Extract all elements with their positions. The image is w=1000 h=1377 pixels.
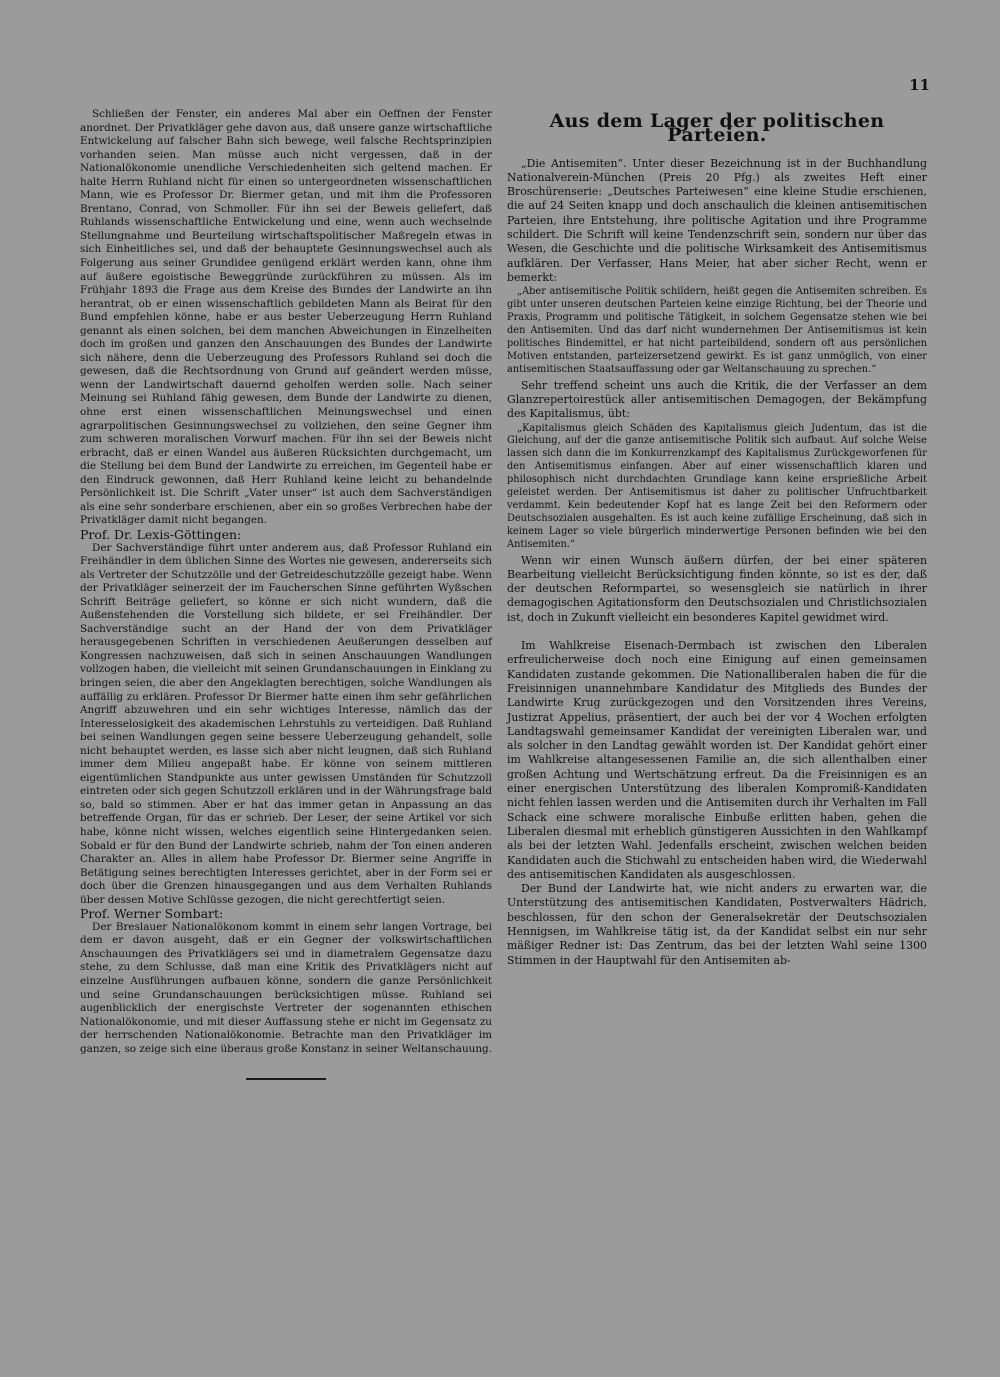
right-paragraph-3: Wenn wir einen Wunsch äußern dürfen, der bei einer späteren Bearbeitung vielleicht Berücksichtigung finden könnte, so ist es der, daß der deutschen Reformpartei, so wesensgleich sie natürlich in ihrer demagogischen Agitationsform den Deutschsozialen und Christlichsozialen ist, doch in Zukunft vielleicht ein besonderes Kapitel gewidmet wird.	[507, 553, 927, 624]
right-paragraph-1: „Die Antisemiten“. Unter dieser Bezeichnung ist in der Buchhandlung Nationalverein-München (Preis 20 Pfg.) als zweites Heft einer Broschürenserie: „Deutsches Parteiwesen“ eine kleine Studie erschienen, die auf 24 Seiten knapp und doch anschaulich die kleinen antisemitischen Parteien, ihre Entstehung, ihre politische Agitation und ihre Programme schildert. Die Schrift will keine Tendenzschrift sein, sondern nur über das Wesen, die Geschichte und die politische Wirksamkeit des Antisemitismus aufklären. Der Verfasser, Hans Meier, hat aber sicher Recht, wenn er bemerkt:	[507, 156, 927, 284]
right-paragraph-4: Im Wahlkreise Eisenach-Dermbach ist zwischen den Liberalen erfreulicherweise doch noch eine Einigung auf einen gemeinsamen Kandidaten zustande gekommen. Die Nationalliberalen haben die für die Freisinnigen unannehmbare Kandidatur des Mitglieds des Bundes der Landwirte Krug zurückgezogen und den Vorsitzenden ihres Vereins, Justizrat Appelius, präsentiert, der auch bei der vor 4 Wochen erfolgten Landtagswahl gemeinsamer Kandidat der vereinigten Liberalen war, und als solcher in den Landtag gewählt worden ist. Der Kandidat gehört einer im Wahlkreise altangesessenen Familie an, die sich allenthalben einer großen Achtung und Wertschätzung erfreut. Da die Freisinnigen es an einer energischen Unterstützung des liberalen Kompromiß-Kandidaten nicht fehlen lassen werden und die Antisemiten durch ihr Verhalten im Fall Schack eine schwere moralische Einbuße erlitten haben, gehen die Liberalen diesmal mit erheblich günstigeren Aussichten in den Wahlkampf als bei der letzten Wahl. Jedenfalls erscheint, zwischen welchen beiden Kandidaten auch die Stichwahl zu entscheiden haben wird, die Wiederwahl des antisemitischen Kandidaten als ausgeschlossen.	[507, 639, 927, 881]
left-paragraph-3: Der Breslauer Nationalökonom kommt in einem sehr langen Vortrage, bei dem er davon ausgeht, daß er ein Gegner der volkswirtschaftlichen Anschauungen des Privatklägers sei und in diametralem Gegensatze dazu stehe, zu dem Schlusse, daß man eine Kritik des Privatklägers nicht auf einzelne Ausführungen aufbauen könne, sondern die ganze Persönlichkeit und seine Grundanschauungen berücksichtigen müsse. Ruhland sei augenblicklich der energischste Vertreter der sogenannten ethischen Nationalökonomie, und mit dieser Auffassung stehe er nicht im Gegensatz zu der herrschenden Nationalökonomie. Betrachte man den Privatkläger im ganzen, so zeige sich eine überaus große Konstanz in seiner Weltanschauung.	[80, 920, 493, 1055]
speaker-sombart: Prof. Werner Sombart:	[80, 906, 224, 922]
quote-1	[507, 286, 927, 376]
section-heading: Aus dem Lager der politischen Parteien.	[549, 110, 885, 147]
left-column	[80, 108, 492, 1080]
section-divider	[246, 1078, 326, 1080]
quote-2-text: „Kapitalismus gleich Schäden des Kapitalismus gleich Judentum, das ist die Gleichung, auf der die ganze antisemitische Politik sich aufbaut. Auf solche Weise lassen sich dann die im Konkurrenzkampf des Kapitalismus Zurückgeworfenen für den Antisemitismus einfangen. Aber auf einer wissenschaftlich klaren und philosophisch nicht durchdachten Grundlage kann keine ersprießliche Arbeit geleistet werden. Der Antisemitismus ist daher zu politischer Unfruchtbarkeit verdammt. Kein bedeutender Kopf hat es lange Zeit bei den Reformern oder Deutschsozialen ausgehalten. Es ist auch keine zufällige Erscheinung, daß sich in keinem Lager so viele bürgerlich minderwertige Personen befinden wie bei den Antisemiten.“	[507, 422, 927, 550]
left-paragraph-2: Der Sachverständige führt unter anderem aus, daß Professor Ruhland ein Freihändler in dem üblichen Sinne des Wortes nie gewesen, andererseits sich als Vertreter der Schutzzölle und der Getreideschutzzölle gezeigt habe. Wenn der Privatkläger seinerzeit der im Faucherschen Sinne geführten Wyßschen Schrift Beiträge geliefert, so könne er sich nicht wundern, daß die Außenstehenden die Vorstellung sich bildete, er sei Freihändler. Der Sachverständige sucht an der Hand der von dem Privatkläger herausgegebenen Schriften in verschiedenen Aeußerungen desselben auf Kongressen nachzuweisen, daß sich in seinen Anschauungen Wandlungen vollzogen haben, die vielleicht mit seinen Grundanschauungen in Einklang zu bringen seien, die aber den Angeklagten berechtigen, solche Wandlungen als auffällig zu erklären. Professor Dr Biermer hatte einen ihm sehr gefährlichen Angriff abzuwehren und ein sehr wichtiges Interesse, nämlich das der Interesselosigkeit des akademischen Lehrstuhls zu verteidigen. Daß Ruhland bei seinen Wandlungen gegen seine bessere Ueberzeugung gehandelt, solle nicht behauptet werden, es lasse sich aber nicht leugnen, daß sich Ruhland immer dem Milieu angepaßt habe. Er könne von seinem mittleren eigentümlichen Standpunkte aus unter gewissen Umständen für Schutzzoll eintreten oder sich gegen Schutzzoll erklären und in der Währungsfrage bald so, bald so stimmen. Aber er hat das immer getan in Anpassung an das betreffende Organ, für das er schrieb. Der Leser, der seine Artikel vor sich habe, könne nicht wissen, welches eigentlich seine Hintergedanken seien. Sobald er für den Bund der Landwirte schrieb, nahm der Ton einen anderen Charakter an. Alles in allem habe Professor Dr. Biermer seine Angriffe in Betätigung seines berechtigten Interesses gerichtet, aber in der Form sei er doch über die Grenzen hinausgegangen und aus dem Verhalten Ruhlands über dessen Motive Schlüsse gezogen, die nicht gerechtfertigt seien.	[80, 541, 492, 906]
quote-1-text: „Aber antisemitische Politik schildern, heißt gegen die Antisemiten schreiben. Es gibt unter unseren deutschen Parteien keine einzige Richtung, bei der Theorie und Praxis, Programm und politische Tätigkeit, in solchem Gegensatze stehen wie bei den Antisemiten. Und das darf nicht wundernehmen Der Antisemitismus ist kein politisches Bindemittel, er hat nicht parteibildend, sondern oft aus persönlichen Motiven entstanden, parteizersetzend gewirkt. Es ist ganz unmöglich, von einer antisemitischen Staatsauffassung oder gar Weltanschauung zu sprechen.“	[507, 286, 927, 375]
quote-2	[507, 423, 927, 552]
right-paragraph-2: Sehr treffend scheint uns auch die Kritik, die der Verfasser an dem Glanzrepertoirestück aller antisemitischen Demagogen, der Bekämpfung des Kapitalismus, übt:	[507, 378, 927, 421]
speaker-lexis: Prof. Dr. Lexis-Göttingen:	[80, 526, 242, 542]
spacer	[507, 625, 927, 639]
right-paragraph-5: Der Bund der Landwirte hat, wie nicht anders zu erwarten war, die Unterstützung des antisemitischen Kandidaten, Postverwalters Hädrich, beschlossen, für den schon der Generalsekretär der Deutschsozialen Hennigsen, im Wahlkreise tätig ist, da der Kandidat selbst ein nur sehr mäßiger Redner ist: Das Zentrum, das bei der letzten Wahl seine 1300 Stimmen in der Hauptwahl für den Antisemiten ab-	[507, 882, 927, 967]
page-number: 11	[909, 76, 930, 94]
left-paragraph-1: Schließen der Fenster, ein anderes Mal aber ein Oeffnen der Fenster anordnet. Der Privatkläger gehe davon aus, daß unsere ganze wirtschaftliche Entwickelung auf falscher Bahn sich bewege, weil falsche Rechtsprinzipien vorhanden seien. Man müsse auch nicht vergessen, daß in der Nationalökonomie unendliche Verschiedenheiten sich geltend machen. Er halte Herrn Ruhland nicht für einen so untergeordneten wissenschaftlichen Mann, wie es Professor Dr. Biermer getan, und mit ihm die Professoren Brentano, Conrad, von Schmoller. Für ihn sei der Beweis geliefert, daß Ruhlands wissenschaftliche Entwickelung und eine, wenn auch wechselnde Stellungnahme und Beurteilung wirtschaftspolitischer Maßregeln etwas in sich Einheitliches sei, und daß der behauptete Gesinnungswechsel auch als Folgerung aus seiner Grundidee genügend erklärt werden kann, ohne ihm auf äußere egoistische Beweggründe zurückführen zu müssen. Als im Frühjahr 1893 die Frage aus dem Kreise des Bundes der Landwirte an ihn herantrat, ob er einen wissenschaftlich gebildeten Mann als Beirat für den Bund empfehlen könne, habe er aus bester Ueberzeugung Herrn Ruhland genannt als einen solchen, bei dem manchen Abweichungen in Einzelheiten doch im großen und ganzen den Anschauungen des Bundes der Landwirte sich nähere, denn die Ueberzeugung des Professors Ruhland sei doch die gewesen, daß die Rechtsordnung von Grund auf geändert werden müsse, wenn der Landwirtschaft dauernd geholfen werden solle. Nach seiner Meinung sei Ruhland fähig gewesen, dem Bunde der Landwirte zu dienen, ohne erst einen wissenschaftlichen Meinungswechsel und einen agrarpolitischen Gesinnungswechsel zu vollziehen, den seine Gegner ihm zum schweren moralischen Vorwurf machen. Für ihn sei der Beweis nicht erbracht, daß er einen Wandel aus äußeren Rücksichten durchgemacht, um die Stellung bei dem Bund der Landwirte zu erreichen, im Gegenteil habe er den Eindruck gewonnen, daß Herr Ruhland keine leicht zu behandelnde Persönlichkeit ist. Die Schrift „Vater unser“ ist auch dem Sachverständigen als eine sehr sonderbare erschienen, aber ein so großes Verbrechen habe der Privatkläger damit nicht begangen.	[80, 108, 492, 527]
right-column	[507, 108, 927, 968]
